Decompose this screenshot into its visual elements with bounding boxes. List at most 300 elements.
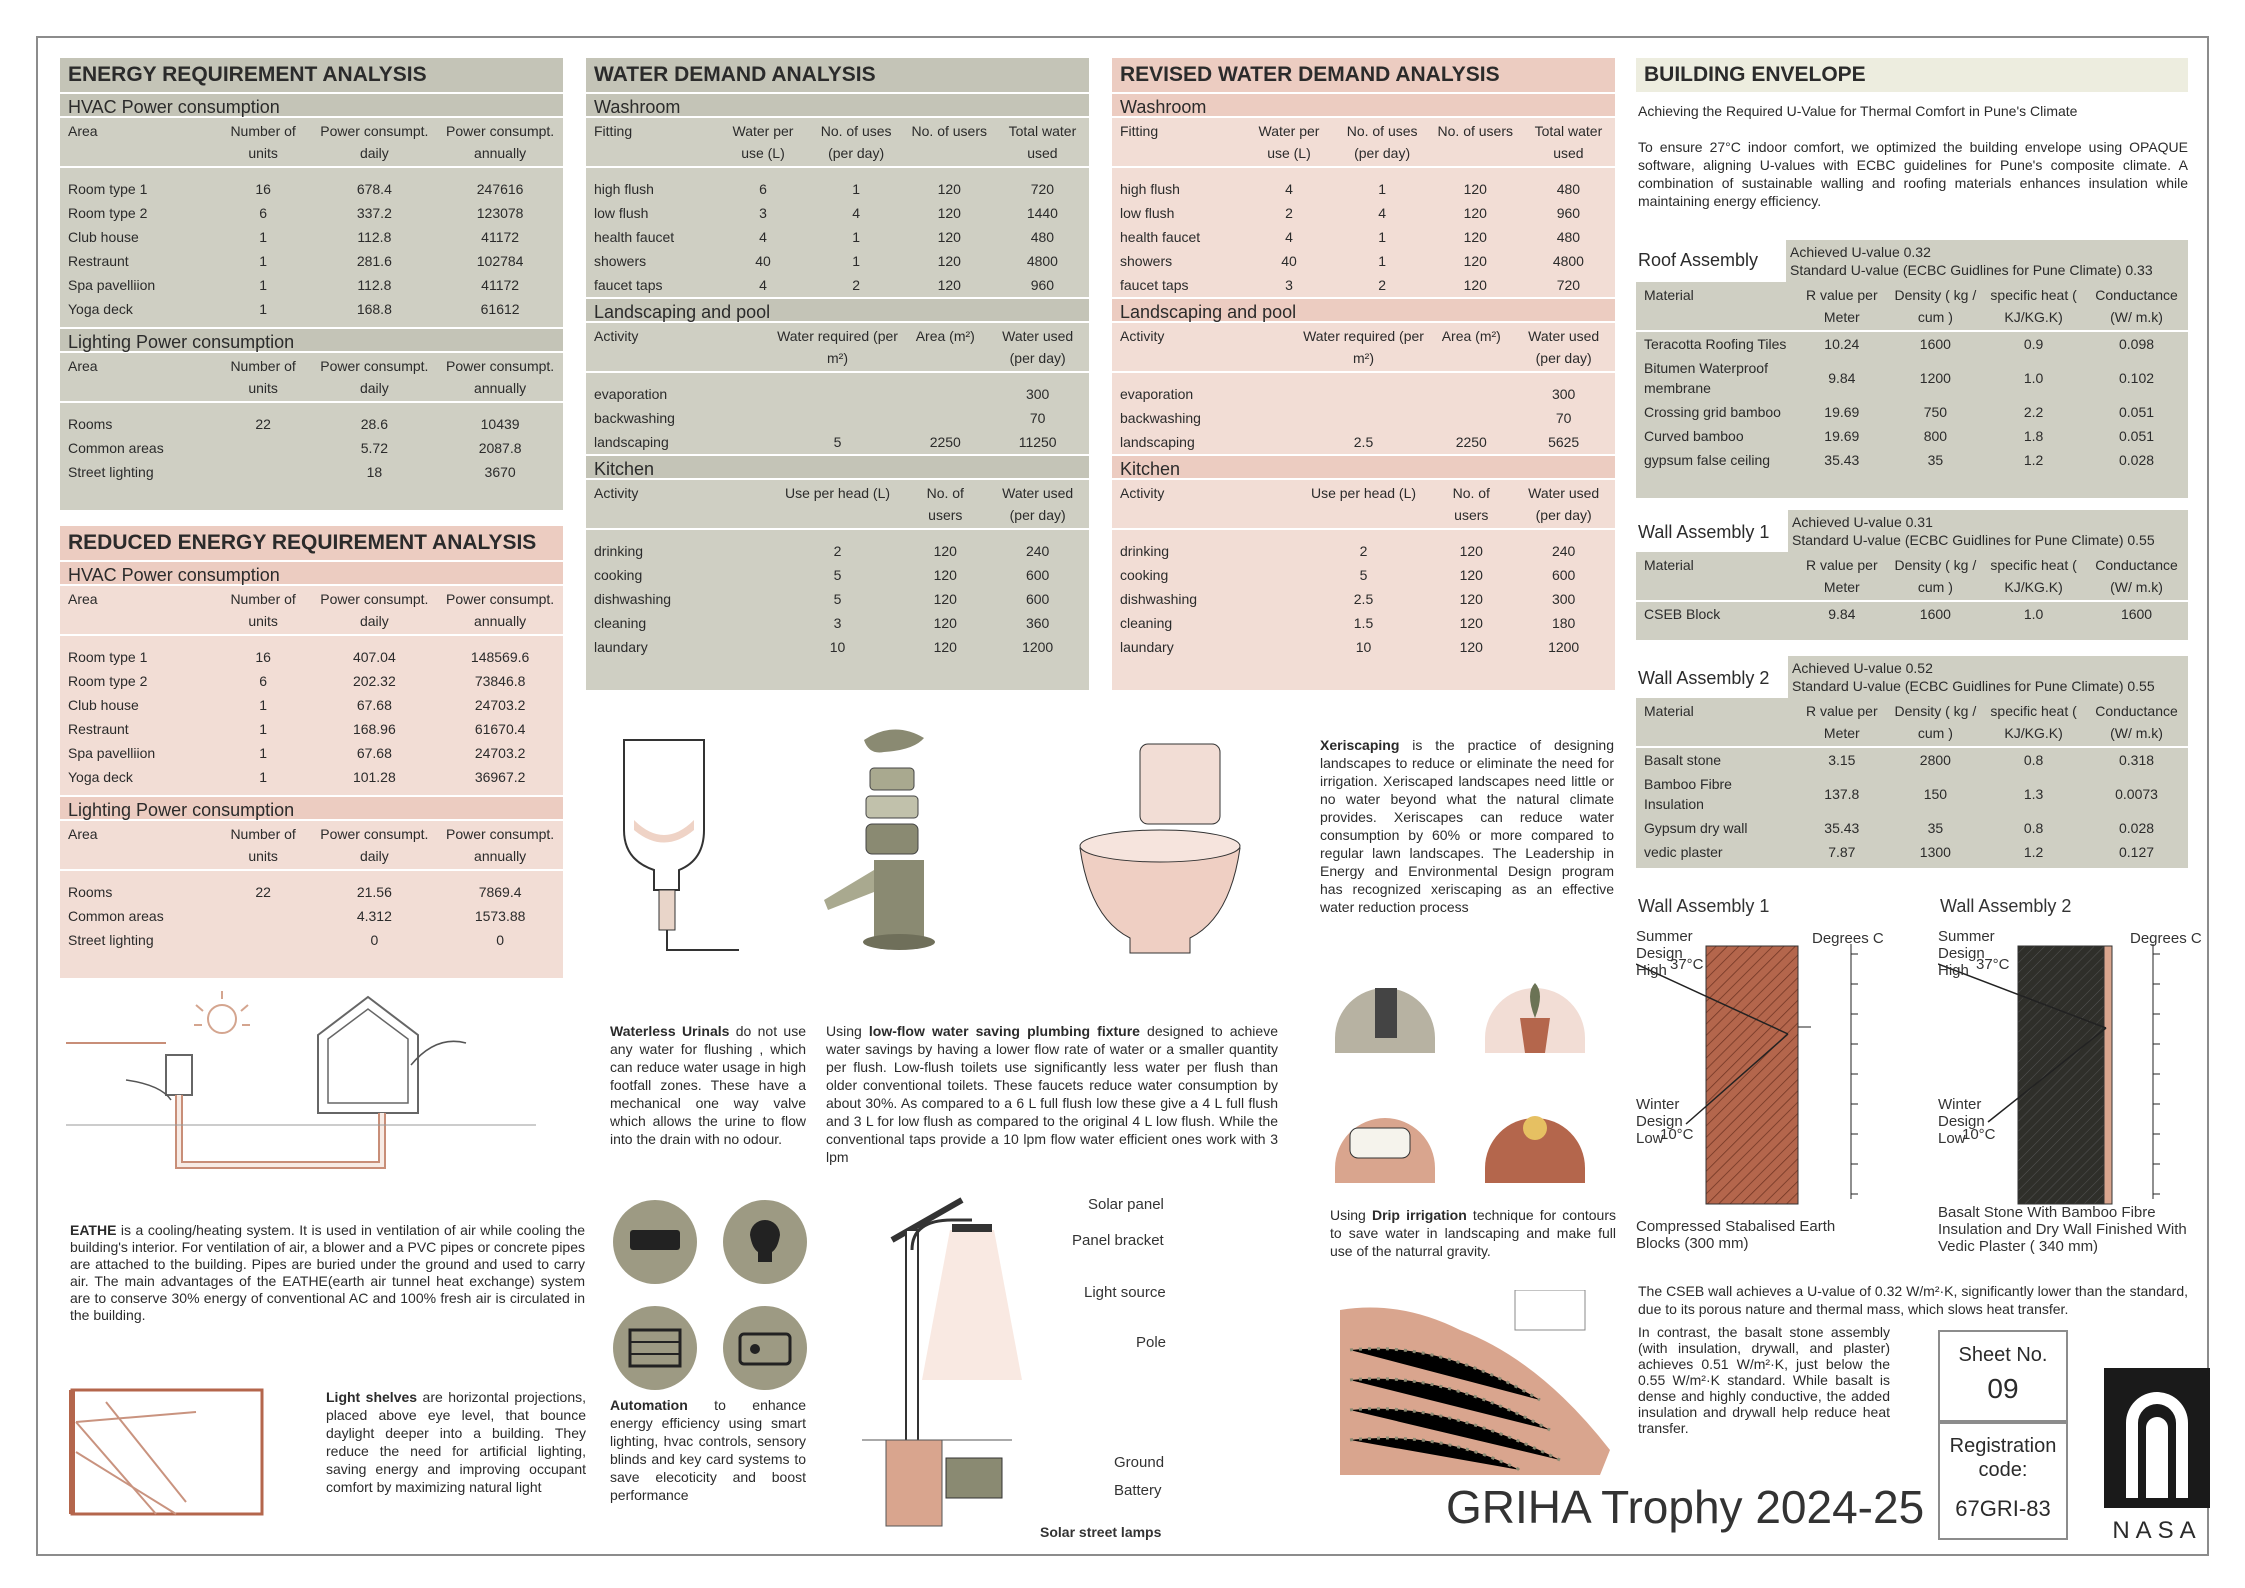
table-cell: 5 — [833, 591, 842, 607]
solar-label-panel: Solar panel — [1088, 1196, 1164, 1213]
table-cell: 0.8 — [2023, 820, 2044, 836]
table-cell: low flush — [1120, 205, 1175, 221]
table-cell: 1.2 — [2023, 452, 2044, 468]
w2-degrees: Degrees C — [2130, 930, 2202, 947]
table-cell: drinking — [594, 543, 644, 559]
table-cell — [771, 382, 904, 406]
column-header: Area — [68, 358, 98, 374]
water-title: WATER DEMAND ANALYSIS — [586, 58, 1089, 92]
table-row — [586, 611, 1089, 635]
basalt-text: In contrast, the basalt stone assembly (with insulation, drywall, and plaster) achieves 0.51 W/m²·K, just below the 0.55 W/m²·K standard. While basalt is dense and highly conductive, the added insulation and drywall help reduce heat transfer. — [1638, 1324, 1890, 1436]
sheet-number: 09 — [1987, 1373, 2019, 1404]
table-cell: 1 — [1378, 229, 1387, 245]
table-cell: 112.8 — [357, 277, 392, 293]
table-cell: 1573.88 — [474, 908, 526, 924]
envelope-intro: To ensure 27°C indoor comfort, we optimized the building envelope using OPAQUE software, aligning U-values with ECBC guidelines for Pune's composite climate. A combination of sustainable walling and roofing materials enhances insulation while maintaining energy efficiency. — [1638, 139, 2188, 209]
table-cell: 2800 — [1919, 752, 1951, 768]
table-cell: 3 — [1285, 277, 1293, 293]
column-header: Material — [1644, 703, 1694, 719]
table-cell: 1 — [259, 301, 268, 317]
table-cell: 120 — [937, 277, 961, 293]
table-cell: 24703.2 — [474, 745, 526, 761]
lowflow-lead: Using — [826, 1023, 869, 1039]
table-cell: 2 — [852, 277, 861, 293]
wall1-standard: Standard U-value (ECBC Guidlines for Pune Climate) 0.55 — [1792, 532, 2155, 548]
table-cell: 180 — [1551, 615, 1576, 631]
reduced-title: REDUCED ENERGY REQUIREMENT ANALYSIS — [60, 526, 563, 560]
column-header: Water used (per day) — [1002, 485, 1074, 523]
table-header-row — [586, 323, 1089, 372]
table-cell: 120 — [1463, 181, 1487, 197]
table-header-row — [1112, 323, 1615, 372]
table-row — [1112, 635, 1615, 659]
table-cell: 1 — [259, 769, 268, 785]
table-cell: 21.56 — [356, 884, 392, 900]
table-cell: 28.6 — [360, 416, 388, 432]
table-cell: 120 — [933, 591, 957, 607]
column-header: Total water used — [1534, 123, 1603, 161]
table-cell: 120 — [1459, 591, 1483, 607]
table-cell — [1297, 406, 1430, 430]
table-cell: 120 — [933, 615, 957, 631]
table-header-row — [60, 118, 563, 167]
table-cell: 4800 — [1026, 253, 1058, 269]
nasa-arch-icon — [2104, 1368, 2210, 1508]
table-cell: 4 — [1285, 181, 1293, 197]
column-header: Area — [68, 591, 98, 607]
table-row — [60, 177, 563, 201]
reduced-hvac-title: HVAC Power consumption — [60, 560, 563, 586]
automation-body: to enhance energy efficiency using smart lighting, hvac controls, sensory blinds and key card systems to save elecoticity and boost performance — [610, 1397, 806, 1503]
revised-kitchen-table — [1112, 480, 1615, 659]
table-cell: 960 — [1556, 205, 1581, 221]
column-header: Water required (per m²) — [1303, 328, 1424, 366]
lowflow-bold: low-flow water saving plumbing fixture — [868, 1023, 1140, 1039]
roof-panel — [1636, 240, 2188, 498]
table-cell: laundary — [1120, 639, 1174, 655]
table-header-row — [1636, 698, 2188, 747]
table-cell: 0.051 — [2119, 404, 2155, 420]
table-cell: 112.8 — [357, 229, 392, 245]
table-row — [1636, 816, 2188, 840]
wall2-table — [1636, 698, 2188, 864]
table-header-row — [586, 480, 1089, 529]
table-cell: 61612 — [480, 301, 520, 317]
table-row — [60, 460, 563, 484]
w1-winter-temp: 10°C — [1660, 1126, 1694, 1143]
table-cell: 300 — [1551, 386, 1576, 402]
w1-degrees: Degrees C — [1812, 930, 1884, 947]
column-header: Use per head (L) — [784, 485, 891, 501]
table-cell: 168.8 — [356, 301, 392, 317]
urinal-body: do not use any water for flushing , which can reduce water usage in high footfall zones. These have a mechanical one way valve which allows the urine to flow into the drain with no odour. — [610, 1023, 806, 1147]
table-cell: 1.5 — [1353, 615, 1374, 631]
table-cell: 407.04 — [352, 649, 396, 665]
table-cell: 123078 — [476, 205, 524, 221]
table-row — [1636, 424, 2188, 448]
water-kitchen-table — [586, 480, 1089, 659]
table-cell: Room type 2 — [68, 673, 148, 689]
table-cell: 2.5 — [1353, 591, 1374, 607]
table-row — [586, 201, 1089, 225]
table-cell: 1 — [852, 229, 861, 245]
w2-diagram-title: Wall Assembly 2 — [1940, 896, 2072, 916]
table-cell: 19.69 — [1824, 428, 1860, 444]
table-cell: cooking — [594, 567, 643, 583]
table-cell: Common areas — [68, 908, 164, 924]
revised-kitchen-title: Kitchen — [1112, 454, 1615, 480]
table-cell: backwashing — [1120, 410, 1201, 426]
column-header: Number of units — [230, 358, 296, 396]
table-row — [586, 177, 1089, 201]
table-cell: 2087.8 — [478, 440, 522, 456]
table-cell: health faucet — [594, 229, 675, 245]
table-cell: 120 — [1459, 639, 1483, 655]
column-header: Area — [68, 826, 98, 842]
column-header: Conductance (W/ m.k) — [2095, 287, 2178, 325]
column-header: Power consumpt. annually — [446, 123, 555, 161]
light-body: are horizontal projections, placed above eye level, that bounce daylight deeper into a building. They reduce the need for artificial lighting, saving energy and improving occupant comfort by maximizing natural light — [326, 1389, 587, 1495]
wall2-header — [1636, 656, 2188, 698]
light-shelf-diagram — [66, 1382, 276, 1522]
reduced-panel — [60, 526, 563, 978]
column-header: No. of uses (per day) — [820, 123, 892, 161]
table-cell: 5 — [1359, 567, 1368, 583]
table-row — [586, 587, 1089, 611]
table-cell: 300 — [1025, 386, 1050, 402]
solar-label-bracket: Panel bracket — [1072, 1232, 1164, 1249]
table-cell: Yoga deck — [68, 301, 133, 317]
column-header: Conductance (W/ m.k) — [2095, 703, 2178, 741]
table-cell: 6 — [259, 673, 268, 689]
table-cell: 4 — [1378, 205, 1387, 221]
table-cell: 2.2 — [2023, 404, 2044, 420]
solar-label-light: Light source — [1084, 1284, 1166, 1301]
table-cell: 2 — [1378, 277, 1387, 293]
table-header-row — [1636, 282, 2188, 331]
table-row — [1112, 177, 1615, 201]
table-cell: 240 — [1551, 543, 1576, 559]
table-cell: 1.0 — [2023, 370, 2044, 386]
table-cell: 24703.2 — [474, 697, 526, 713]
table-row — [60, 717, 563, 741]
table-cell: 1600 — [1919, 606, 1951, 622]
column-header: Conductance (W/ m.k) — [2095, 557, 2178, 595]
xeriscape-icons — [1330, 978, 1610, 1198]
table-cell: laundary — [594, 639, 648, 655]
column-header: Water used (per day) — [1002, 328, 1074, 366]
table-cell: Yoga deck — [68, 769, 133, 785]
table-cell: Bitumen Waterproof membrane — [1644, 360, 1768, 396]
column-header: Activity — [1120, 328, 1165, 344]
lowflow-text — [826, 1022, 1278, 1166]
table-cell: 1 — [1378, 253, 1387, 269]
cseb-wall — [1706, 946, 1798, 1204]
table-cell: 600 — [1551, 567, 1576, 583]
table-cell — [771, 406, 904, 430]
table-row — [1636, 840, 2188, 864]
table-cell: 70 — [1029, 410, 1046, 426]
w2-winter: Winter Design Low — [1938, 1096, 1985, 1147]
water-washroom-table — [586, 118, 1089, 297]
table-cell: 3 — [759, 205, 767, 221]
table-cell: 678.4 — [356, 181, 392, 197]
solar-caption: Solar street lamps — [1040, 1524, 1162, 1540]
table-cell: 1200 — [1548, 639, 1580, 655]
xeri-body: is the practice of designing landscapes to reduce or eliminate the need for irrigation. Xeriscaped landscapes need little or no water beyond what the natural climate provides. Xeriscapes can reduce water consumption by 60% or more compared to regular lawn landscapes. The Leadership in Energy and Environmental Design program has recognized xeriscaping as an effective water reduction process — [1320, 737, 1614, 915]
column-header: Number of units — [230, 826, 296, 864]
table-cell: 240 — [1025, 543, 1050, 559]
table-cell: 16 — [255, 181, 271, 197]
table-cell: 4 — [759, 229, 767, 245]
table-cell: Club house — [68, 697, 139, 713]
table-cell: 0.028 — [2119, 820, 2155, 836]
table-cell: 10 — [1355, 639, 1372, 655]
table-row — [1112, 249, 1615, 273]
roof-achieved: Achieved U-value 0.32 — [1790, 244, 1931, 260]
table-cell: gypsum false ceiling — [1644, 452, 1771, 468]
table-cell: 800 — [1923, 428, 1948, 444]
table-cell: 0.051 — [2119, 428, 2155, 444]
table-row — [1112, 201, 1615, 225]
table-cell: 9.84 — [1828, 606, 1856, 622]
registration-box — [1938, 1422, 2068, 1540]
sheet-box — [1938, 1330, 2068, 1422]
eathe-diagram — [66, 985, 556, 1205]
table-cell: 5625 — [1548, 434, 1580, 450]
table-cell: 10.24 — [1824, 336, 1860, 352]
table-cell: 1 — [259, 229, 268, 245]
table-cell: Rooms — [68, 416, 113, 432]
table-row — [1636, 448, 2188, 472]
water-panel — [586, 58, 1089, 690]
energy-panel — [60, 58, 563, 510]
eathe-body: is a cooling/heating system. It is used in ventilation of air while cooling the building's interior. For ventilation of air, a blower and a PVC pipes or concrete pipes are attached to the building. Pipes are buried under the ground and used to carry air. The main advantages of the EATHE(earth air tunnel heat exchange) system are to conserve 30% energy of conventional AC and 100% fresh air is circulated in the building. — [70, 1222, 585, 1323]
envelope-title: BUILDING ENVELOPE — [1636, 58, 2188, 92]
table-cell: 7.87 — [1828, 844, 1856, 860]
table-row — [586, 273, 1089, 297]
table-cell: 41172 — [481, 277, 520, 293]
table-cell: Room type 2 — [68, 205, 148, 221]
table-cell: Curved bamboo — [1644, 428, 1744, 444]
revised-title: REVISED WATER DEMAND ANALYSIS — [1112, 58, 1615, 92]
table-cell: 1.2 — [2023, 844, 2044, 860]
xeriscaping-text — [1320, 736, 1614, 916]
table-row — [1112, 611, 1615, 635]
table-cell: 40 — [755, 253, 771, 269]
column-header: Activity — [1120, 485, 1165, 501]
lowflow-body: designed to achieve water savings by having a lower flow rate of water or a smaller quantity per flush. Low-flush toilets use significantly less water per flush than older conventional toilets. These faucets reduce water consumption by about 30%. As compared to a 6 L full flush low these give a 4 L full flush and 3 L for low flush as compared to the original 4 L low flush. While the conventional taps provide a 10 lpm flow water efficient ones work with 3 lpm — [826, 1023, 1278, 1165]
table-cell: 480 — [1556, 181, 1581, 197]
table-row — [586, 406, 1089, 430]
column-header: Power consumpt. annually — [446, 591, 555, 629]
eathe-bold: EATHE — [70, 1222, 117, 1238]
table-cell: backwashing — [594, 410, 675, 426]
table-cell: 750 — [1923, 404, 1948, 420]
table-row — [60, 436, 563, 460]
table-cell: 16 — [255, 649, 271, 665]
blinds-icon — [613, 1306, 697, 1390]
table-header-row — [60, 586, 563, 635]
water-washroom-title: Washroom — [586, 92, 1089, 118]
table-cell: 202.32 — [352, 673, 396, 689]
table-cell: CSEB Block — [1644, 606, 1721, 622]
table-cell: 247616 — [476, 181, 524, 197]
table-cell: 0.127 — [2119, 844, 2155, 860]
table-cell: cooking — [1120, 567, 1169, 583]
column-header: Total water used — [1008, 123, 1077, 161]
table-header-row — [1636, 552, 2188, 601]
envelope-subtitle: Achieving the Required U-Value for Thermal Comfort in Pune's Climate — [1638, 103, 2078, 119]
column-header: Number of units — [230, 591, 296, 629]
column-header: Material — [1644, 557, 1694, 573]
table-cell: 2 — [1285, 205, 1293, 221]
table-cell: evaporation — [594, 386, 668, 402]
column-header: specific heat ( KJ/KG.K) — [1990, 557, 2077, 595]
column-header: Density ( kg / cum ) — [1894, 703, 1977, 741]
energy-hvac-table — [60, 118, 563, 321]
wall2-achieved: Achieved U-value 0.52 — [1792, 660, 1933, 676]
table-row — [1636, 400, 2188, 424]
table-header-row — [586, 118, 1089, 167]
nasa-logo-text: NASA — [2112, 1517, 2202, 1544]
table-cell: 18 — [366, 464, 383, 480]
table-cell: Room type 1 — [68, 649, 148, 665]
table-cell: drinking — [1120, 543, 1170, 559]
drip-lead: Using — [1330, 1207, 1372, 1223]
table-cell: 120 — [933, 543, 957, 559]
table-row — [60, 741, 563, 765]
energy-lighting-title: Lighting Power consumption — [60, 327, 563, 353]
table-cell: 120 — [933, 567, 957, 583]
column-header: R value per Meter — [1806, 557, 1878, 595]
w2-summer-temp: 37°C — [1976, 956, 2010, 973]
table-row — [586, 225, 1089, 249]
table-cell: 0.0073 — [2115, 786, 2158, 802]
table-row — [60, 225, 563, 249]
table-cell: Spa pavelliion — [68, 745, 156, 761]
table-row — [60, 249, 563, 273]
table-cell: dishwashing — [594, 591, 672, 607]
table-cell: Spa pavelliion — [68, 277, 156, 293]
table-cell: showers — [1120, 253, 1173, 269]
table-cell: 600 — [1025, 591, 1050, 607]
revised-washroom-title: Washroom — [1112, 92, 1615, 118]
table-cell: 10439 — [480, 416, 520, 432]
table-row — [1112, 539, 1615, 563]
column-header: No. of users — [911, 123, 987, 139]
table-cell: 360 — [1025, 615, 1050, 631]
table-cell — [215, 460, 312, 484]
revised-landscape-table — [1112, 323, 1615, 454]
table-cell: 2 — [1359, 543, 1368, 559]
table-cell: Room type 1 — [68, 181, 148, 197]
table-cell: 1 — [1378, 181, 1387, 197]
drip-body: technique for contours to save water in landscaping and make full use of the naturral gravity. — [1330, 1207, 1616, 1259]
wall1-table — [1636, 552, 2188, 626]
revised-landscape-title: Landscaping and pool — [1112, 297, 1615, 323]
table-cell: 120 — [1463, 277, 1487, 293]
table-row — [586, 635, 1089, 659]
column-header: Area — [68, 123, 98, 139]
table-cell: Crossing grid bamboo — [1644, 404, 1781, 420]
drip-irrigation-illustration — [1340, 1290, 1620, 1480]
water-kitchen-title: Kitchen — [586, 454, 1089, 480]
table-cell: 600 — [1025, 567, 1050, 583]
table-cell: vedic plaster — [1644, 844, 1723, 860]
column-header: No. of users — [1452, 485, 1490, 523]
table-cell: low flush — [594, 205, 649, 221]
wall1-achieved: Achieved U-value 0.31 — [1792, 514, 1933, 530]
table-cell — [904, 406, 986, 430]
table-cell: 3670 — [484, 464, 516, 480]
table-cell: 22 — [255, 416, 271, 432]
table-row — [586, 382, 1089, 406]
table-cell: high flush — [594, 181, 654, 197]
table-cell: high flush — [1120, 181, 1180, 197]
w1-diagram-title: Wall Assembly 1 — [1638, 896, 1770, 916]
table-row — [60, 765, 563, 789]
table-cell: 150 — [1923, 786, 1948, 802]
table-cell — [1430, 406, 1512, 430]
urinal-bold: Waterless Urinals — [610, 1023, 730, 1039]
column-header: Power consumpt. daily — [320, 591, 429, 629]
drip-text — [1330, 1206, 1616, 1260]
table-cell: 35 — [1927, 820, 1944, 836]
table-cell: 35 — [1927, 452, 1944, 468]
table-cell: 1.3 — [2023, 786, 2044, 802]
table-cell: dishwashing — [1120, 591, 1198, 607]
table-cell: 22 — [255, 884, 271, 900]
table-cell: 6 — [759, 181, 767, 197]
light-bold: Light shelves — [326, 1389, 418, 1405]
sheet-label: Sheet No. — [1958, 1344, 2048, 1366]
table-row — [1112, 406, 1615, 430]
basalt-wall — [2018, 946, 2104, 1204]
table-cell: 120 — [1459, 567, 1483, 583]
w2-summer: Summer Design High — [1938, 928, 1995, 979]
table-cell: 5.72 — [360, 440, 388, 456]
table-cell: 1600 — [1919, 336, 1951, 352]
wall1-panel — [1636, 510, 2188, 640]
table-cell: faucet taps — [1120, 277, 1189, 293]
energy-hvac-title: HVAC Power consumption — [60, 92, 563, 118]
column-header: Density ( kg / cum ) — [1894, 287, 1977, 325]
table-header-row — [60, 821, 563, 870]
table-cell: 0.9 — [2023, 336, 2044, 352]
table-row — [1636, 356, 2188, 400]
table-cell: 120 — [1463, 253, 1487, 269]
nasa-logo — [2104, 1368, 2210, 1544]
table-cell: cleaning — [1120, 615, 1173, 631]
table-cell: 1 — [852, 253, 861, 269]
table-cell: 9.84 — [1828, 370, 1856, 386]
toilet-illustration — [1070, 738, 1250, 958]
table-cell: 2.5 — [1353, 434, 1374, 450]
wall2-title: Wall Assembly 2 — [1636, 656, 1788, 698]
table-cell: 148569.6 — [470, 649, 530, 665]
column-header: Water required (per m²) — [777, 328, 898, 366]
table-cell: Common areas — [68, 440, 164, 456]
table-cell: 35.43 — [1824, 820, 1860, 836]
table-row — [586, 249, 1089, 273]
table-cell: 1 — [259, 697, 268, 713]
table-cell: Bamboo Fibre Insulation — [1644, 776, 1732, 812]
table-cell: 120 — [1463, 229, 1487, 245]
keycard-icon — [723, 1306, 807, 1390]
table-cell: 480 — [1556, 229, 1581, 245]
table-cell: 120 — [937, 181, 961, 197]
